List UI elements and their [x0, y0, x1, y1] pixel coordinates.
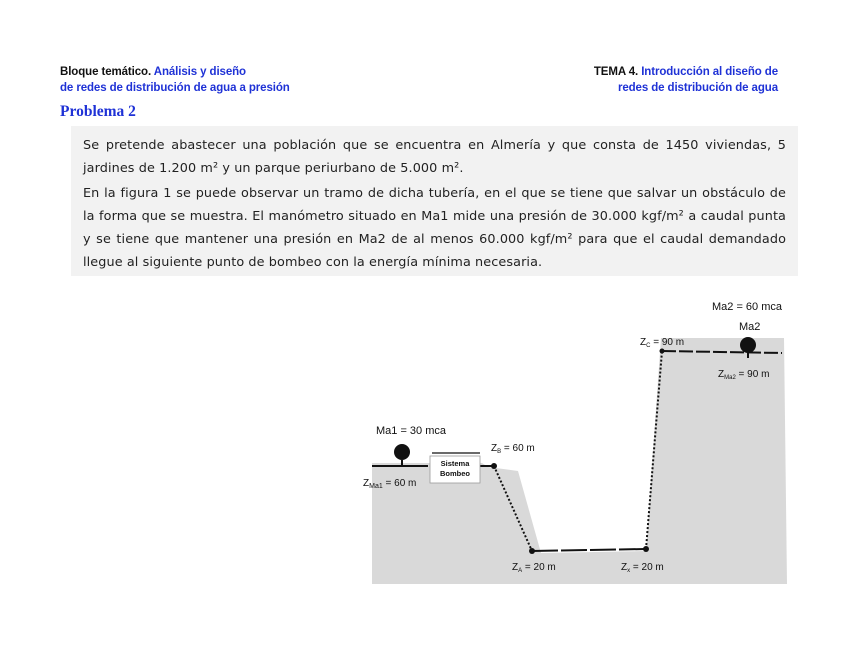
z-ma1-label: [363, 478, 416, 490]
z-b-sub: B: [497, 449, 502, 455]
ma1-pressure-label: Ma1 = 30 mca: [376, 425, 447, 437]
z-a-value: = 20 m: [522, 562, 556, 573]
node-c: [660, 349, 665, 354]
gauge-ma2-icon: [740, 337, 756, 353]
z-b-label: [491, 443, 535, 455]
z-x-main: Z: [621, 562, 628, 573]
z-a-main: Z: [512, 562, 519, 573]
z-x-sub: x: [627, 568, 631, 574]
pump-label-line-2: Bombeo: [440, 469, 470, 478]
pump-label-line-1: Sistema: [440, 459, 470, 468]
z-ma2-value: = 90 m: [735, 369, 770, 380]
node-x: [643, 546, 649, 552]
z-c-label: [640, 337, 684, 349]
header-block-title-2: de redes de distribución de agua a presión: [60, 82, 290, 94]
z-ma2-main: Z: [718, 369, 725, 380]
ma2-pressure-label: Ma2 = 60 mca: [712, 301, 783, 313]
statement-paragraph-2: En la figura 1 se puede observar un tramo de dicha tubería, en el que se tiene que salvar un obstáculo de la forma que se muestra. El manómetro situado en Ma1 mide una presión de 30.000 kgf/m² a caudal punta y se tiene que mantener una presión en Ma2 de al menos 60.000 kgf/m² para que el caudal demandado llegue al siguiente punto de bombeo con la energía mínima necesaria.: [83, 186, 786, 270]
problem-title: Problema 2: [60, 103, 136, 120]
z-c-main: Z: [640, 337, 647, 348]
z-c-sub: C: [646, 343, 651, 349]
z-a-sub: A: [518, 568, 523, 574]
z-ma2-sub: Ma2: [724, 375, 736, 381]
z-b-main: Z: [491, 443, 498, 454]
node-a: [529, 548, 535, 554]
header-topic-prefix: TEMA 4.: [593, 66, 639, 78]
header-topic-title-2: redes de distribución de agua: [617, 82, 778, 94]
statement-paragraph-1: Se pretende abastecer una población que se encuentra en Almería y que consta de 1450 viviendas, 5 jardines de 1.200 m² y un parque periurbano de 5.000 m².: [83, 138, 786, 176]
z-b-value: = 60 m: [501, 443, 535, 454]
header-block-prefix: Bloque temático.: [60, 66, 152, 78]
header-block-title-1: Análisis y diseño: [153, 66, 246, 78]
pipe-a-to-x: [532, 549, 646, 551]
node-b: [491, 463, 497, 469]
z-ma1-main: Z: [363, 478, 370, 489]
z-x-value: = 20 m: [630, 562, 664, 573]
gauge-ma1-icon: [394, 444, 410, 460]
ma2-name-label: Ma2: [739, 321, 761, 333]
z-ma1-sub: Ma1: [369, 483, 383, 490]
z-c-value: = 90 m: [650, 337, 685, 348]
header-topic-title-1: Introducción al diseño de: [641, 66, 778, 78]
z-ma1-value: = 60 m: [382, 478, 417, 489]
